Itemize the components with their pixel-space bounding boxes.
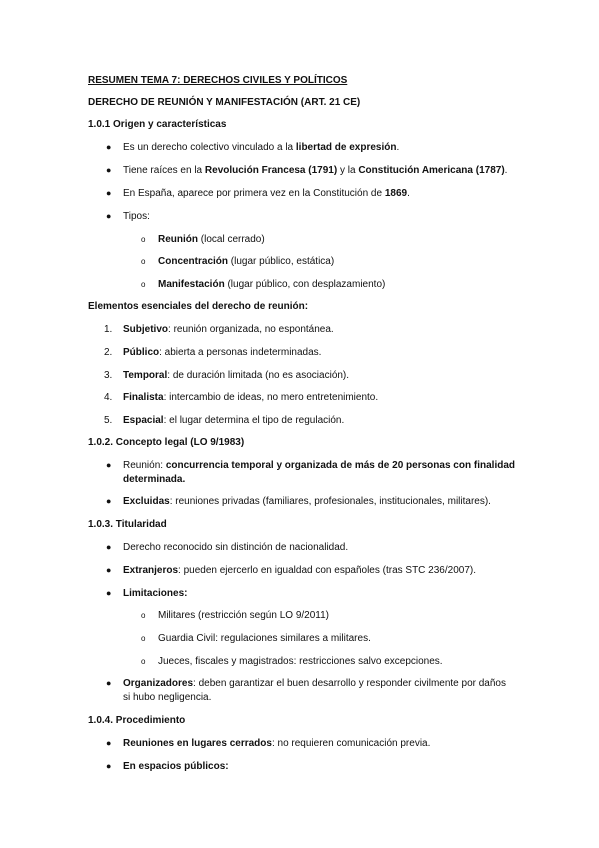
list-item: Limitaciones: [123,588,188,599]
list-number: 3. [104,370,113,381]
text-run-bold: Revolución Francesa (1791) [204,165,338,176]
bullet-icon: ● [106,211,112,221]
text-run: : abierta a personas indeterminadas. [159,347,322,358]
text-run-bold: Constitución Americana (1787) [358,165,505,176]
list-item [123,164,507,177]
list-number: 2. [104,347,113,358]
bullet-icon: ● [106,496,112,506]
text-run: : pueden ejercerlo en igualdad con españoles (tras STC 236/2007). [178,565,476,576]
text-run: : reunión organizada, no espontánea. [168,324,334,335]
list-item [123,459,515,487]
text-run-bold: Reunión [158,234,198,245]
sub-bullet-icon: o [141,611,146,620]
text-run: : deben garantizar el buen desarrollo y responder civilmente por daños si hubo negligencia. [123,678,506,703]
bullet-icon: ● [106,761,112,771]
document-title: RESUMEN TEMA 7: DERECHOS CIVILES Y POLÍTICOS [88,75,348,86]
list-item: Militares (restricción según LO 9/2011) [158,610,329,621]
list-item [123,187,410,200]
text-run: : el lugar determina el tipo de regulación. [163,415,345,426]
text-run: : intercambio de ideas, no mero entretenimiento. [163,392,379,403]
sub-bullet-icon: o [141,235,146,244]
section-heading-procedimiento: 1.0.4. Procedimiento [88,715,186,726]
text-run-bold: Excluidas [123,496,170,507]
list-item [123,369,349,382]
text-run: Reunión: [123,460,166,471]
text-run-bold: Espacial [123,415,164,426]
text-run-bold: Temporal [123,370,168,381]
text-run-bold: Organizadores [123,678,194,689]
text-run: (lugar público, con desplazamiento) [224,279,386,290]
text-run: . [504,165,508,176]
section-heading-elementos: Elementos esenciales del derecho de reunión: [88,301,309,312]
bullet-icon: ● [106,142,112,152]
list-item [123,141,399,154]
sub-bullet-icon: o [141,634,146,643]
bullet-icon: ● [106,738,112,748]
text-run-bold: concurrencia temporal y organizada de más de 20 personas con finalidad determinada. [123,460,515,485]
text-run: Tiene raíces en la [123,165,205,176]
document-subtitle: DERECHO DE REUNIÓN Y MANIFESTACIÓN (ART. 21 CE) [88,97,361,108]
text-run-bold: Manifestación [158,279,225,290]
list-item [123,414,344,427]
bullet-icon: ● [106,542,112,552]
text-run: . [407,188,410,199]
list-item [123,323,334,336]
bullet-icon: ● [106,460,112,470]
list-number: 5. [104,415,113,426]
list-item: Guardia Civil: regulaciones similares a militares. [158,633,371,644]
text-run: (local cerrado) [198,234,265,245]
text-run: (lugar público, estática) [228,256,335,267]
text-run: : no requieren comunicación previa. [271,738,431,749]
text-run: : de duración limitada (no es asociación). [167,370,350,381]
text-run: Es un derecho colectivo vinculado a la [123,142,296,153]
sub-bullet-icon: o [141,257,146,266]
list-item [158,255,334,268]
sub-bullet-icon: o [141,657,146,666]
text-run: y la [337,165,359,176]
list-item [123,495,491,508]
section-heading-concepto: 1.0.2. Concepto legal (LO 9/1983) [88,437,245,448]
list-item [123,737,430,750]
text-run-bold: Concentración [158,256,229,267]
bullet-icon: ● [106,678,112,688]
list-number: 4. [104,392,113,403]
list-item: Jueces, fiscales y magistrados: restricciones salvo excepciones. [158,656,443,667]
list-item [123,564,476,577]
bullet-icon: ● [106,188,112,198]
text-run-bold: Finalista [123,392,164,403]
list-number: 1. [104,324,113,335]
text-run-bold: Extranjeros [123,565,179,576]
list-item [158,278,385,291]
text-run-bold: Reuniones en lugares cerrados [123,738,272,749]
sub-bullet-icon: o [141,280,146,289]
text-run: . [396,142,400,153]
list-item [123,677,515,705]
text-run: : reuniones privadas (familiares, profesionales, institucionales, militares). [169,496,491,507]
list-item: En espacios públicos: [123,761,229,772]
text-run-bold: Público [123,347,160,358]
list-item [123,391,378,404]
list-item [123,346,321,359]
text-run-bold: Subjetivo [123,324,169,335]
list-item: Derecho reconocido sin distinción de nacionalidad. [123,542,349,553]
text-run-bold: 1869 [384,188,408,199]
text-run: En España, aparece por primera vez en la Constitución de [123,188,385,199]
bullet-icon: ● [106,565,112,575]
bullet-icon: ● [106,165,112,175]
section-heading-origen: 1.0.1 Origen y características [88,119,227,130]
text-run-bold: libertad de expresión [295,142,397,153]
section-heading-titularidad: 1.0.3. Titularidad [88,519,167,530]
list-item [158,233,265,246]
bullet-icon: ● [106,588,112,598]
list-item: Tipos: [123,211,150,222]
